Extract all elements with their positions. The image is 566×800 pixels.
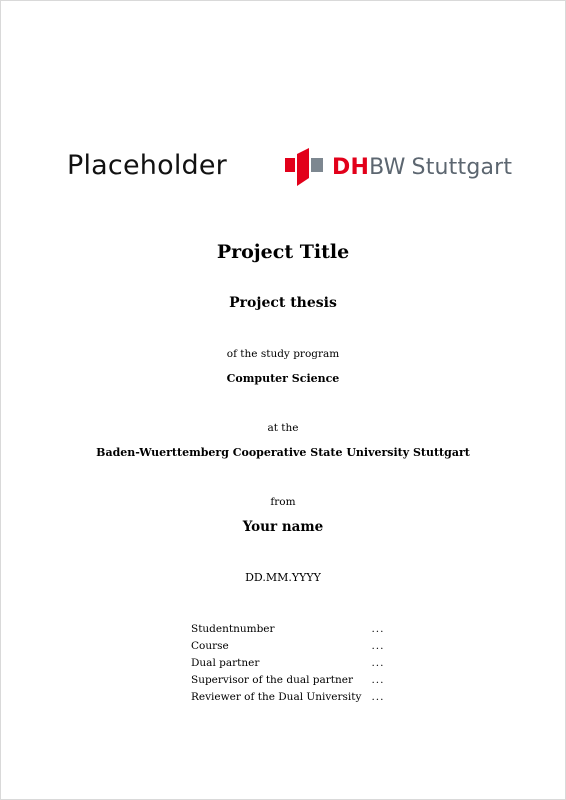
info-value: ... — [371, 656, 385, 669]
study-prefix: of the study program — [226, 348, 340, 360]
project-title: Project Title — [216, 241, 350, 263]
at-the-text: at the — [267, 422, 299, 434]
author-name: Your name — [242, 519, 324, 535]
dhbw-wordmark — [332, 155, 512, 180]
info-label: Studentnumber — [191, 622, 275, 635]
info-label: Dual partner — [191, 656, 260, 669]
dhbw-wordmark-dh: DH — [332, 154, 370, 180]
dhbw-wordmark-city: Stuttgart — [411, 154, 513, 180]
info-value: ... — [371, 639, 385, 652]
info-row-studentnumber — [191, 620, 384, 637]
info-label: Supervisor of the dual partner — [191, 673, 354, 686]
info-row-dual-partner — [191, 654, 384, 671]
dhbw-wordmark-bw: BW — [369, 154, 406, 180]
info-value: ... — [371, 690, 385, 703]
info-label: Reviewer of the Dual University — [191, 690, 362, 703]
info-value: ... — [371, 673, 385, 686]
placeholder-logo: Placeholder — [67, 150, 227, 181]
thesis-type: Project thesis — [229, 295, 337, 311]
from-text: from — [270, 496, 296, 508]
info-row-reviewer — [191, 688, 384, 705]
info-value: ... — [371, 622, 385, 635]
dhbw-logo — [285, 148, 512, 186]
university-name: Baden-Wuerttemberg Cooperative State University Stuttgart — [96, 446, 470, 459]
info-table — [191, 620, 384, 705]
study-program: Computer Science — [226, 372, 340, 385]
info-row-supervisor — [191, 671, 384, 688]
submission-date: DD.MM.YYYY — [245, 571, 321, 584]
info-row-course — [191, 637, 384, 654]
info-label: Course — [191, 639, 229, 652]
dhbw-emblem-icon — [285, 148, 323, 186]
